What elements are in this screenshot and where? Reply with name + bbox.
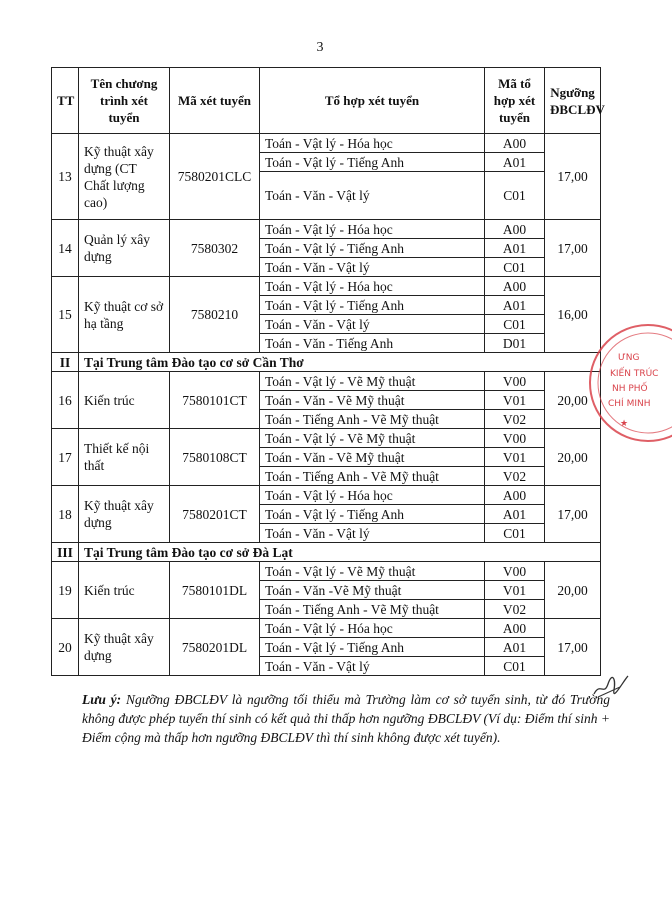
section-row xyxy=(52,353,601,372)
combination-subjects: Toán - Văn - Vẽ Mỹ thuật xyxy=(260,448,485,467)
stamp-line: NH PHỐ xyxy=(612,384,648,394)
note-paragraph xyxy=(82,690,610,747)
combination-code: V02 xyxy=(485,600,545,619)
combination-code: V01 xyxy=(485,448,545,467)
header-program-code: Mã xét tuyển xyxy=(170,68,260,134)
table-row xyxy=(52,429,601,448)
table-row xyxy=(52,486,601,505)
combination-code: A01 xyxy=(485,505,545,524)
combination-subjects: Toán - Văn - Vật lý xyxy=(260,258,485,277)
combination-subjects: Toán - Văn -Vẽ Mỹ thuật xyxy=(260,581,485,600)
stamp-line: CHÍ MINH xyxy=(608,399,651,409)
program-tt: 18 xyxy=(52,486,79,543)
note-text: Ngưỡng ĐBCLĐV là ngưỡng tối thiểu mà Trường làm cơ sở tuyển sinh, từ đó Trường không được phép tuyển thí sinh có kết quả thi thấp hơn ngưỡng ĐBCLĐV (Ví dụ: Điểm thí sinh + Điểm cộng mà thấp hơn ngưỡng ĐBCLĐV thì thí sinh không được xét tuyển). xyxy=(82,692,610,745)
program-tt: 17 xyxy=(52,429,79,486)
combination-code: V01 xyxy=(485,581,545,600)
table-row xyxy=(52,619,601,638)
combination-code: A00 xyxy=(485,134,545,153)
combination-subjects: Toán - Vật lý - Hóa học xyxy=(260,277,485,296)
combination-code: V00 xyxy=(485,372,545,391)
combination-code: A01 xyxy=(485,296,545,315)
combination-subjects: Toán - Tiếng Anh - Vẽ Mỹ thuật xyxy=(260,467,485,486)
stamp-star: ★ xyxy=(620,419,629,429)
program-tt: 15 xyxy=(52,277,79,353)
combination-code: C01 xyxy=(485,258,545,277)
table-row xyxy=(52,562,601,581)
program-tt: 14 xyxy=(52,220,79,277)
combination-subjects: Toán - Vật lý - Hóa học xyxy=(260,134,485,153)
combination-subjects: Toán - Văn - Vật lý xyxy=(260,524,485,543)
stamp-line: KIẾN TRÚC xyxy=(610,369,659,379)
program-code: 7580101DL xyxy=(170,562,260,619)
program-name: Kỹ thuật cơ sở hạ tầng xyxy=(79,277,170,353)
header-tt: TT xyxy=(52,68,79,134)
program-name: Kỹ thuật xây dựng xyxy=(79,619,170,676)
combination-code: A01 xyxy=(485,638,545,657)
combination-subjects: Toán - Vật lý - Vẽ Mỹ thuật xyxy=(260,372,485,391)
combination-subjects: Toán - Vật lý - Tiếng Anh xyxy=(260,296,485,315)
combination-code: V01 xyxy=(485,391,545,410)
combination-code: C01 xyxy=(485,524,545,543)
header-program-name: Tên chương trình xét tuyển xyxy=(79,68,170,134)
threshold-score: 17,00 xyxy=(545,486,601,543)
combination-code: A00 xyxy=(485,277,545,296)
combination-subjects: Toán - Văn - Vật lý xyxy=(260,172,485,220)
threshold-score: 16,00 xyxy=(545,277,601,353)
combination-subjects: Toán - Văn - Vẽ Mỹ thuật xyxy=(260,391,485,410)
program-code: 7580108CT xyxy=(170,429,260,486)
header-combination: Tổ hợp xét tuyển xyxy=(260,68,485,134)
threshold-score: 20,00 xyxy=(545,429,601,486)
program-code: 7580101CT xyxy=(170,372,260,429)
program-code: 7580302 xyxy=(170,220,260,277)
program-code: 7580201CLC xyxy=(170,134,260,220)
combination-subjects: Toán - Vật lý - Tiếng Anh xyxy=(260,153,485,172)
combination-subjects: Toán - Vật lý - Hóa học xyxy=(260,220,485,239)
program-tt: 19 xyxy=(52,562,79,619)
combination-code: D01 xyxy=(485,334,545,353)
table-row xyxy=(52,220,601,239)
stamp-line: ƯNG xyxy=(618,353,640,363)
combination-code: V00 xyxy=(485,562,545,581)
combination-subjects: Toán - Vật lý - Tiếng Anh xyxy=(260,239,485,258)
combination-code: A00 xyxy=(485,486,545,505)
section-title: Tại Trung tâm Đào tạo cơ sở Đà Lạt xyxy=(79,543,601,562)
combination-subjects: Toán - Vật lý - Hóa học xyxy=(260,619,485,638)
program-code: 7580210 xyxy=(170,277,260,353)
signature-mark xyxy=(590,672,630,700)
combination-code: V02 xyxy=(485,410,545,429)
header-threshold: Ngưỡng ĐBCLĐV xyxy=(545,68,601,134)
combination-code: V02 xyxy=(485,467,545,486)
combination-subjects: Toán - Văn - Tiếng Anh xyxy=(260,334,485,353)
section-number: II xyxy=(52,353,79,372)
table-row xyxy=(52,134,601,153)
combination-subjects: Toán - Văn - Vật lý xyxy=(260,315,485,334)
section-row xyxy=(52,543,601,562)
threshold-score: 20,00 xyxy=(545,372,601,429)
combination-code: A01 xyxy=(485,153,545,172)
combination-subjects: Toán - Văn - Vật lý xyxy=(260,657,485,676)
program-name: Quản lý xây dựng xyxy=(79,220,170,277)
program-tt: 16 xyxy=(52,372,79,429)
combination-code: A00 xyxy=(485,619,545,638)
program-name: Kiến trúc xyxy=(79,562,170,619)
table-row xyxy=(52,372,601,391)
program-name: Kỹ thuật xây dựng xyxy=(79,486,170,543)
header-combination-code: Mã tổ hợp xét tuyển xyxy=(485,68,545,134)
program-name: Kỹ thuật xây dựng (CT Chất lượng cao) xyxy=(79,134,170,220)
combination-code: C01 xyxy=(485,172,545,220)
table-row xyxy=(52,277,601,296)
program-name: Kiến trúc xyxy=(79,372,170,429)
page-number: 3 xyxy=(316,40,324,55)
combination-subjects: Toán - Vật lý - Vẽ Mỹ thuật xyxy=(260,562,485,581)
combination-code: A00 xyxy=(485,220,545,239)
program-tt: 20 xyxy=(52,619,79,676)
threshold-score: 17,00 xyxy=(545,619,601,676)
combination-subjects: Toán - Tiếng Anh - Vẽ Mỹ thuật xyxy=(260,600,485,619)
combination-subjects: Toán - Vật lý - Tiếng Anh xyxy=(260,505,485,524)
combination-subjects: Toán - Vật lý - Tiếng Anh xyxy=(260,638,485,657)
combination-code: C01 xyxy=(485,657,545,676)
program-code: 7580201DL xyxy=(170,619,260,676)
program-name: Thiết kế nội thất xyxy=(79,429,170,486)
section-number: III xyxy=(52,543,79,562)
program-tt: 13 xyxy=(52,134,79,220)
table-body xyxy=(52,134,601,676)
combination-code: V00 xyxy=(485,429,545,448)
combination-subjects: Toán - Tiếng Anh - Vẽ Mỹ thuật xyxy=(260,410,485,429)
admission-table xyxy=(51,67,605,676)
threshold-score: 20,00 xyxy=(545,562,601,619)
combination-subjects: Toán - Vật lý - Vẽ Mỹ thuật xyxy=(260,429,485,448)
program-code: 7580201CT xyxy=(170,486,260,543)
combination-code: A01 xyxy=(485,239,545,258)
note-label: Lưu ý: xyxy=(82,692,122,707)
threshold-score: 17,00 xyxy=(545,134,601,220)
section-title: Tại Trung tâm Đào tạo cơ sở Cần Thơ xyxy=(79,353,601,372)
combination-code: C01 xyxy=(485,315,545,334)
combination-subjects: Toán - Vật lý - Hóa học xyxy=(260,486,485,505)
table-header-row xyxy=(52,68,601,134)
threshold-score: 17,00 xyxy=(545,220,601,277)
